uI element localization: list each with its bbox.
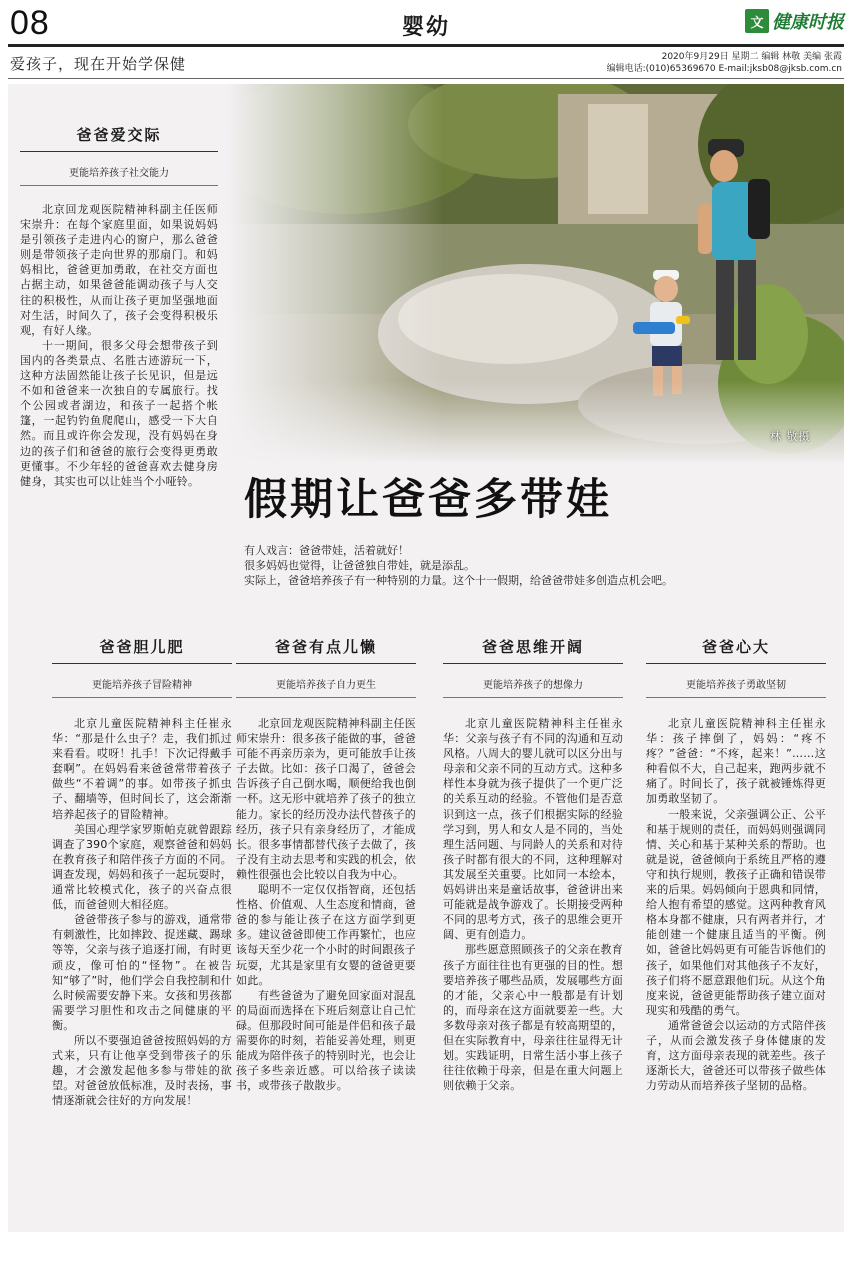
- edition-info: [607, 51, 842, 75]
- section-heading: 爸爸心大: [646, 636, 826, 664]
- lead-line: 实际上，爸爸培养孩子有一种特别的力量。这个十一假期，给爸爸带娃多创造点机会吧。: [244, 574, 673, 587]
- article-headline: 假期让爸爸多带娃: [244, 475, 612, 525]
- lead-line: 有人戏言：爸爸带娃，活着就好！: [244, 544, 409, 557]
- paragraph: 那些愿意照顾孩子的父亲在教育孩子方面往往也有更强的目的性。想要培养孩子哪些品质，发展哪些方面的才能，父亲心中一般都是有计划的，而母亲在这方面就要差一些。大多数母亲对孩子都是有较高期望的，但在实际教育中，母亲往往显得无计划。实践证明，日常生活小事上孩子往往依赖于母亲，但是在重大问题上则依赖于父亲。: [443, 943, 623, 1093]
- section-adventure: [52, 636, 232, 1108]
- paragraph: 一般来说，父亲强调公正、公平和基于规则的责任，而妈妈则强调同情、关心和基于某种关系的帮助。也就是说，爸爸倾向于系统且严格的遵守和执行规则，教孩子正确和错误带来的后果。妈妈倾向于恩典和同情，给人抱有希望的感觉。这两种教育风格本身都不健康，只有两者并行，才能创建一个健康且适当的平衡。例如，爸爸比妈妈更有可能告诉他们的孩子，如果他们对其他孩子不友好，孩子们将不愿意跟他们玩。从这个角度来说，爸爸更能帮助孩子建立面对现实和残酷的勇气。: [646, 807, 826, 1017]
- paragraph: 爸爸带孩子参与的游戏，通常带有刺激性，比如摔跤、捉迷藏、踢球等等，父亲与孩子追逐打闹，有时更顽皮，像可怕的“怪物”。在被告知“够了”时，他们学会自我控制和什么时候需要安静下来。女孩和男孩都需要学习胆性和攻击之间健康的平衡。: [52, 913, 232, 1032]
- paragraph: 北京回龙观医院精神科副主任医师宋崇升：在每个家庭里面，如果说妈妈是引领孩子走进内心的窗户，那么爸爸则是带领孩子走向世界的那扇门。和妈妈相比，爸爸更加勇敢，在社交方面也占据主动，如果爸爸能调动孩子与人交往的积极性，从而让孩子更加坚强地面对生活，时间久了，孩子会变得积极乐观，有好人缘。: [20, 203, 218, 337]
- page-number: 08: [10, 4, 50, 42]
- section-subheading: 更能培养孩子自力更生: [236, 676, 416, 698]
- section-body: [443, 716, 623, 1093]
- photo-father-child-outdoors: [228, 84, 844, 464]
- paragraph: 北京回龙观医院精神科副主任医师宋崇升：很多孩子能做的事，爸爸可能不再亲历亲为，更可能放手让孩子去做。比如：孩子口渴了，爸爸会告诉孩子自己倒水喝，顺便给我也倒一杯。这无形中就培养了孩子的独立能力。家长的经历没办法代替孩子的经历，孩子只有亲身经历了，才能成长。很多事情都替代孩子去做了，孩子没有主动去思考和实践的机会，依赖性很强也会比较以自我为中心。: [236, 717, 416, 881]
- section-heading: 爸爸爱交际: [20, 124, 218, 152]
- contact-line: 编辑电话:(010)65369670 E-mail:jksb08@jksb.com.cn: [606, 64, 842, 74]
- header-subdivider: [8, 78, 844, 79]
- lead-line: 很多妈妈也觉得，让爸爸独自带娃，就是添乱。: [244, 559, 475, 572]
- section-heading: 爸爸思维开阔: [443, 636, 623, 664]
- section-body: [52, 716, 232, 1108]
- paragraph: 北京儿童医院精神科主任崔永华：“那是什么虫子？走，我们抓过来看看。哎呀！扎手！下次记得戴手套啊”。在妈妈看来爸爸常带着孩子做些“不着调”的事。如带孩子抓虫子、翻墙等，但时间长了，这会渐渐培养起孩子的冒险精神。: [52, 717, 232, 821]
- section-body: [236, 716, 416, 1093]
- masthead-logo: [745, 8, 844, 34]
- section-resilience: [646, 636, 826, 1093]
- paragraph: 美国心理学家罗斯帕克就曾跟踪调查了390个家庭，观察爸爸和妈妈在教育孩子和陪伴孩子方面的不同。调查发现，妈妈和孩子一起玩耍时，通常比较模式化，孩子的兴奋点很低，而爸爸则大相径庭。: [52, 822, 232, 912]
- section-social: [20, 124, 218, 489]
- photo-credit: 林 敬摄: [770, 430, 811, 443]
- paragraph: 十一期间，很多父母会想带孩子到国内的各类景点、名胜古迹游玩一下，这种方法固然能让孩子长见识，但是远不如和爸爸来一次独自的专属旅行。找个公园或者湖边，和孩子一起搭个帐篷，一起钓钓鱼爬爬山，感受一下大自然。而且或许你会发现，没有妈妈在身边的孩子们和爸爸的旅行会变得更勇敢更懂事。不少年轻的爸爸喜欢去健身房健身，其实也可以让娃当个小哑铃。: [20, 338, 218, 488]
- logo-mark-icon: 文: [745, 9, 769, 33]
- section-independence: [236, 636, 416, 1093]
- section-subheading: 更能培养孩子社交能力: [20, 164, 218, 186]
- article-photo: [228, 84, 844, 464]
- section-body: [20, 202, 218, 489]
- paragraph: 通常爸爸会以运动的方式陪伴孩子，从而会激发孩子身体健康的发育，这方面母亲表现的就差些。孩子逐渐长大，爸爸还可以带孩子做些体力劳动从而培养孩子坚韧的品格。: [646, 1018, 826, 1093]
- section-subheading: 更能培养孩子的想像力: [443, 676, 623, 698]
- paragraph: 有些爸爸为了避免回家面对混乱的局面而选择在下班后刻意让自己忙碌。但那段时间可能是伴侣和孩子最需要你的时刻，若能妥善处理，则更能成为陪伴孩子的特别时光，也会让孩子多些亲近感。可以给孩子读读书，或带孩子散散步。: [236, 988, 416, 1093]
- article-lead: [244, 543, 784, 588]
- section-heading: 爸爸胆儿肥: [52, 636, 232, 664]
- section-title: 婴幼: [401, 14, 450, 40]
- paragraph: 北京儿童医院精神科主任崔永华：父亲与孩子有不同的沟通和互动风格。八周大的婴儿就可以区分出与母亲和父亲不同的互动方式。这种多样性本身就为孩子提供了一个更广泛的关系互动的经验。不管他们是否意识到这一点，孩子们根据实际的经验学习到，男人和女人是不同的，当处理生活问题、与同龄人的关系和对待孩子时都有很大的不同，这种理解对其发展至关重要。比如同一本绘本，妈妈讲出来是童话故事，爸爸讲出来可能就是战争游戏了。长期接受两种不同的思考方式，孩子的思维会更开阔、更有创造力。: [443, 717, 623, 942]
- paragraph: 北京儿童医院精神科主任崔永华：孩子摔倒了，妈妈：“疼不疼？”爸爸：“不疼，起来！”……这种看似不大，自己起来，跑两步就不痛了。时间长了，孩子就被锤炼得更加勇敢坚韧了。: [646, 717, 826, 806]
- header-divider: [8, 44, 844, 47]
- section-body: [646, 716, 826, 1093]
- logo-text: 健康时报: [772, 12, 844, 33]
- date-line: 2020年9月29日 星期二 编辑 林敬 美编 张霞: [661, 52, 842, 62]
- section-subheading: 更能培养孩子勇敢坚韧: [646, 676, 826, 698]
- section-subheading: 更能培养孩子冒险精神: [52, 676, 232, 698]
- section-heading: 爸爸有点儿懒: [236, 636, 416, 664]
- paragraph: 聪明不一定仅仅指智商，还包括性格、价值观、人生态度和情商，爸爸的参与能让孩子在这方面学到更多。建议爸爸即使工作再繁忙，也应该每天至少花一个小时的时间跟孩子玩耍，尤其是家里有女婴的爸爸更要如此。: [236, 883, 416, 987]
- section-imagination: [443, 636, 623, 1093]
- paragraph: 所以不要强迫爸爸按照妈妈的方式来，只有让他享受到带孩子的乐趣，才会激发起他多参与带娃的欲望。对爸爸放低标准，及时表扬，事情逐渐就会往好的方向发展！: [52, 1033, 232, 1108]
- page-slogan: 爱孩子，现在开始学保健: [10, 55, 187, 73]
